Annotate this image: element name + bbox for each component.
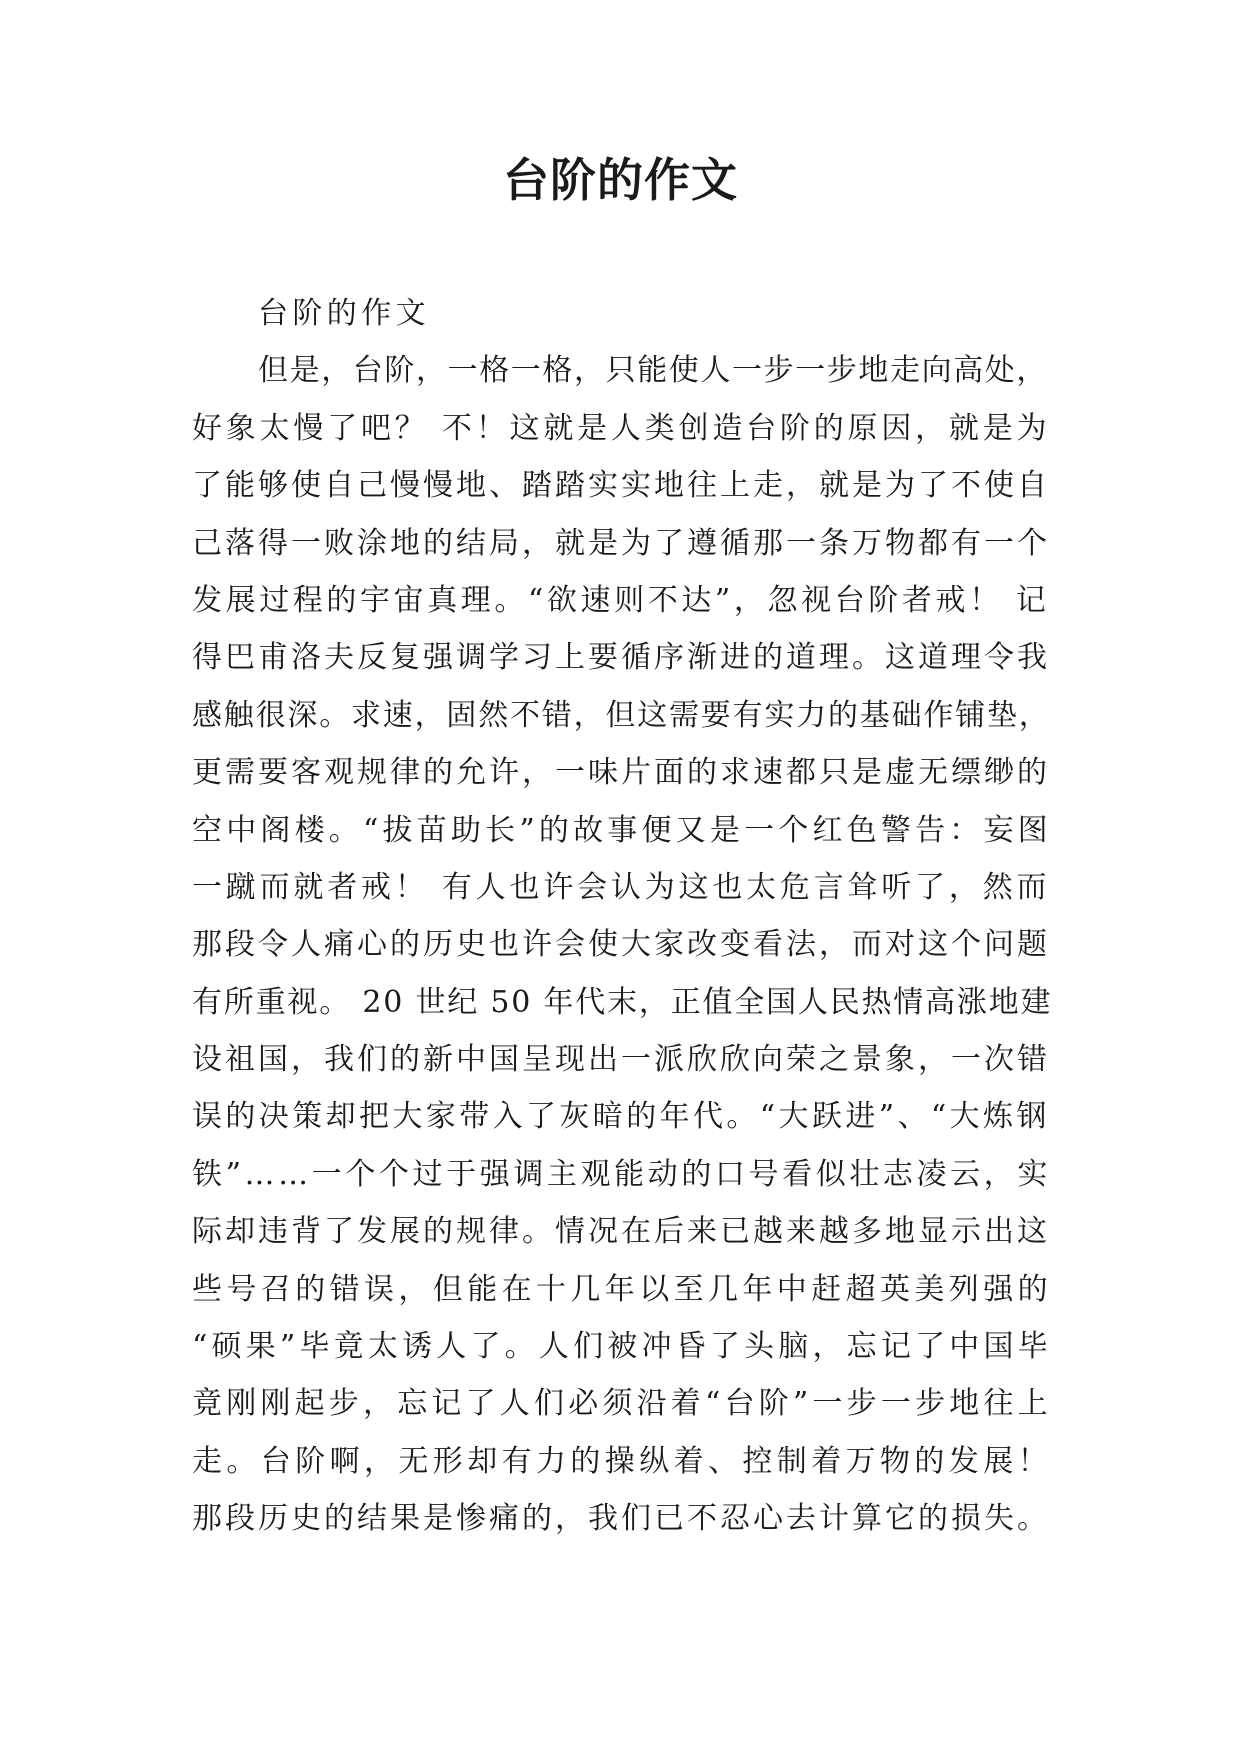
body-line: 误的决策却把大家带入了灰暗的年代。“大跃进”、“大炼钢: [192, 1099, 1050, 1135]
body-line: 些号召的错误，但能在十几年以至几年中赶超英美列强的: [192, 1271, 1052, 1307]
body-line: “硕果”毕竟太诱人了。人们被冲昏了头脑，忘记了中国毕: [192, 1329, 1052, 1365]
body-line: 好象太慢了吧？ 不！这就是人类创造台阶的原因，就是为: [192, 410, 1051, 446]
body-line: 铁”……一个个过于强调主观能动的口号看似壮志凌云，实: [192, 1156, 1051, 1192]
body-line: 得巴甫洛夫反复强调学习上要循序渐进的道理。这道理令我: [192, 640, 1050, 676]
body-line: 了能够使自己慢慢地、踏踏实实地往上走，就是为了不使自: [192, 468, 1050, 504]
body-line: 己落得一败涂地的结局，就是为了遵循那一条万物都有一个: [192, 525, 1050, 561]
document-title: 台阶的作文: [503, 153, 738, 207]
body-line: 台阶的作文: [258, 296, 430, 331]
body-line: 一蹴而就者戒！ 有人也许会认为这也太危言耸听了，然而: [192, 869, 1051, 905]
body-line: 竟刚刚起步，忘记了人们必须沿着“台阶”一步一步地往上: [192, 1386, 1052, 1422]
body-line: 走。台阶啊，无形却有力的操纵着、控制着万物的发展！: [192, 1443, 1052, 1479]
body-line: 发展过程的宇宙真理。“欲速则不达”，忽视台阶者戒！ 记: [192, 582, 1050, 618]
body-line: 更需要客观规律的允许，一味片面的求速都只是虚无缥缈的: [192, 755, 1050, 791]
body-line: 感触很深。求速，固然不错，但这需要有实力的基础作铺垫，: [192, 697, 1051, 733]
body-line: 那段令人痛心的历史也许会使大家改变看法，而对这个问题: [192, 927, 1050, 963]
document-body: [192, 285, 1052, 1548]
body-line: 但是，台阶，一格一格，只能使人一步一步地走向高处，: [258, 353, 1048, 389]
body-line: 际却违背了发展的规律。情况在后来已越来越多地显示出这: [192, 1214, 1050, 1250]
body-line: 设祖国，我们的新中国呈现出一派欣欣向荣之景象，一次错: [192, 1042, 1050, 1078]
body-line: 有所重视。 20 世纪 50 年代末，正值全国人民热情高涨地建: [192, 984, 1053, 1020]
body-line: 那段历史的结果是惨痛的，我们已不忍心去计算它的损失。: [192, 1501, 1050, 1537]
body-line: 空中阁楼。“拔苗助长”的故事便又是一个红色警告：妄图: [192, 812, 1052, 848]
